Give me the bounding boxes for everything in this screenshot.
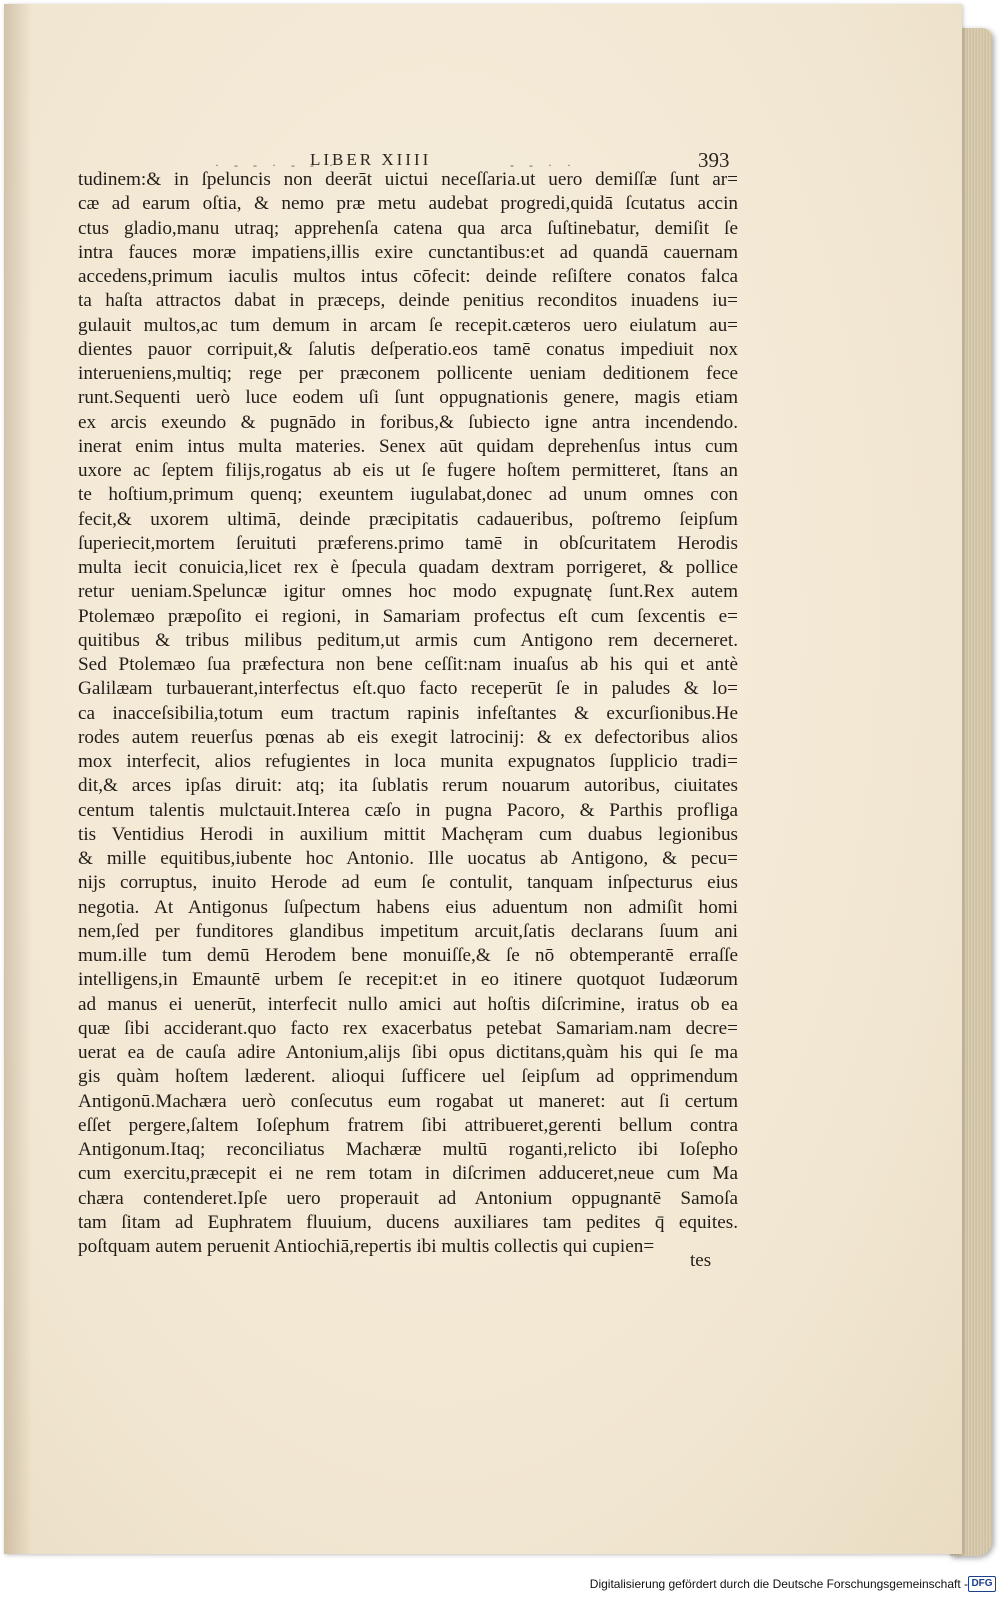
- text-line: Antigonū.Machæra uerò conſecutus eum rogabat ut maneret: aut ſi certum: [78, 1090, 738, 1112]
- text-line: cum exercitu,præcepit ei ne rem totam in diſcrimen adduceret,neue cum Ma: [78, 1163, 738, 1185]
- text-line: poſtquam autem peruenit Antiochiā,repertis ibi multis collectis qui cupien=: [78, 1236, 655, 1257]
- text-line: uxore ac ſeptem filijs,rogatus ab eis ut ſe fugere hoſtem permitteret, ſtans an: [78, 460, 738, 481]
- text-line: runt.Sequenti uerò luce eodem uſi ſunt oppugnationis genere, magis etiam: [78, 387, 738, 409]
- text-line: Galilæam turbauerant,interfectus eſt.quo facto receperūt ſe in paludes & lo=: [78, 678, 738, 700]
- text-line: quitibus & tribus milibus peditum,ut armis cum Antigono rem decerneret.: [78, 629, 738, 651]
- text-line: eſſet pergere,ſaltem Ioſephum fratrem ſibi attribueret,gerenti bellum contra: [78, 1114, 738, 1136]
- text-line: Antigonum.Itaq; reconciliatus Machæræ multū roganti,relicto ibi Ioſepho: [78, 1139, 738, 1160]
- text-line: mum.ille tum demū Herodem bene monuiſſe,& ſe nō obtemperantē erraſſe: [78, 945, 738, 966]
- text-line: quæ ſibi acciderant.quo facto rex exacerbatus petebat Samariam.nam decre=: [78, 1017, 738, 1039]
- text-line: fecit,& uxorem ultimā, deinde præcipitatis cadaueribus, poſtremo ſeipſum: [78, 508, 738, 530]
- text-line: inerat enim intus multa materies. Senex aūt quidam deprehenſus intus cum: [78, 435, 738, 457]
- text-line: nem,ſed per funditores glandibus impetitum arcuit,ſatis declarans ſuum ani: [78, 920, 738, 942]
- main-text-block: [78, 168, 738, 1259]
- text-line: ad manus ei uenerūt, interfecit nullo amici aut hoſtis diſcrimine, iratus ob ea: [78, 993, 738, 1015]
- funding-credit: Digitalisierung gefördert durch die Deutsche Forschungsgemeinschaft -: [589, 1577, 968, 1591]
- text-line: Ptolemæo præpoſito ei regioni, in Samariam profectus eſt cum ſexcentis e=: [78, 605, 738, 627]
- dfg-logo-icon: DFG: [968, 1576, 996, 1592]
- text-line: tam ſitam ad Euphratem fluuium, ducens auxiliares tam pedites q̄ equites.: [78, 1211, 738, 1233]
- text-line: dientes pauor corripuit,& ſalutis deſperatio.eos tamē conatus impediuit nox: [78, 338, 738, 360]
- text-line: gulauit multos,ac tum demum in arcam ſe recepit.cæteros uero eiulatum au=: [78, 314, 738, 336]
- text-line: interueniens,multiq; rege per præconem pollicente ueniam deditionem fece: [78, 363, 738, 384]
- text-line: gis quàm hoſtem læderent. alioqui ſufficere uel ſeipſum ad opprimendum: [78, 1066, 738, 1088]
- text-line: chæra contenderet.Ipſe uero properauit ad Antonium oppugnantē Samoſa: [78, 1187, 738, 1209]
- digitization-footer: [0, 1571, 1000, 1601]
- catchword: tes: [690, 1250, 712, 1271]
- running-head-ornament-left: · - - · - - ·: [215, 158, 339, 172]
- text-line: & mille equitibus,iubente hoc Antonio. Ille uocatus ab Antigono, & pecu=: [78, 848, 738, 869]
- text-line: ſuperiecit,mortem ſeruituti præferens.primo tamē in obſcuritatem Herodis: [78, 532, 738, 554]
- text-line: intelligens,in Emauntē urbem ſe recepit:et in eo itinere quotquot Iudæorum: [78, 969, 738, 991]
- text-line: te hoſtium,primum quenq; exeuntem iugulabat,donec ad unum omnes con: [78, 484, 738, 506]
- text-line: uerat ea de cauſa adire Antonium,alijs ſibi opus dictitans,quàm his qui ſe ma: [78, 1042, 738, 1063]
- text-line: intra fauces moræ impatiens,illis exire cunctantibus:et ad quandā cauernam: [78, 241, 738, 263]
- text-line: ta haſta attractos dabat in præceps, deinde penitius reconditos inuadens iu=: [78, 290, 738, 312]
- page-number: 393: [698, 148, 730, 172]
- text-line: cæ ad earum oſtia, & nemo præ metu audebat progredi,quidā ſcutatus accin: [78, 193, 738, 215]
- text-line: ex arcis exeundo & pugnādo in foribus,& ſubiecto igne antra incendendo.: [78, 411, 738, 433]
- text-line: negotia. At Antigonus ſuſpectum habens eius aduentum non admiſit homi: [78, 896, 738, 918]
- running-head-title: LIBER XIIII: [310, 150, 432, 169]
- text-line: nijs corruptus, inuito Herode ad eum ſe contulit, tanquam inſpecturus eius: [78, 872, 738, 894]
- text-line: dit,& arces ipſas diruit: atq; ita ſublatis rerum nouarum autoribus, ciuitates: [78, 775, 738, 797]
- text-line: retur ueniam.Speluncæ igitur omnes hoc modo expugnatę ſunt.Rex autem: [78, 581, 738, 603]
- text-line: tis Ventidius Herodi in auxilium mittit Machęram cum duabus legionibus: [78, 823, 738, 845]
- text-line: tudinem:& in ſpeluncis non deerāt uictui neceſſaria.ut uero demiſſæ ſunt ar=: [78, 169, 738, 190]
- text-line: ca inacceſsibilia,totum eum tractum rapinis infeſtantes & excurſionibus.He: [78, 702, 738, 724]
- text-line: multa iecit conuicia,licet rex è ſpecula quadam dextram porrigeret, & pollice: [78, 557, 738, 578]
- text-line: centum talentis mulctauit.Interea cæſo in pugna Pacoro, & Parthis profliga: [78, 799, 738, 821]
- text-line: ctus gladio,manu utraq; apprehenſa catena qua arca ſuſtinebatur, demiſit ſe: [78, 217, 738, 239]
- text-line: rodes autem reuerſus pœnas ab eis exegit latrocinij: & ex defectoribus alios: [78, 726, 738, 748]
- running-head-ornament-right: - - · ·: [510, 158, 577, 172]
- text-line: mox interfecit, alios refugientes in loca munita expugnatos ſupplicio tradi=: [78, 751, 738, 772]
- text-line: Sed Ptolemæo ſua præfectura non bene ceſſit:nam inuaſus ab his qui et antè: [78, 654, 738, 675]
- gutter-shadow: [4, 4, 32, 1554]
- text-line: accedens,primum iaculis multos intus cōfecit: deinde reſiſtere conatos falca: [78, 266, 738, 287]
